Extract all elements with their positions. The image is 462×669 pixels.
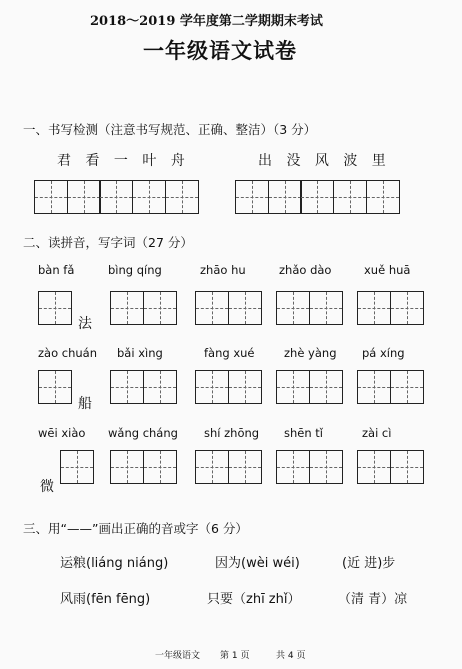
pinyin-2-4: zhè yàng	[284, 346, 337, 360]
grid-2-3[interactable]	[195, 370, 260, 404]
grid-2-4[interactable]	[276, 370, 341, 404]
grid-3-1[interactable]	[60, 450, 93, 484]
pinyin-3-2: wǎng cháng	[108, 426, 178, 440]
pinyin-2-1: zào chuán	[38, 346, 98, 360]
pinyin-3-5: zài cì	[362, 426, 392, 440]
footer-subject: 一年级语文	[155, 651, 201, 661]
pinyin-2-5: pá xíng	[362, 346, 405, 360]
grid-3-2[interactable]	[110, 450, 175, 484]
section-1-grid-right[interactable]	[235, 180, 399, 214]
pinyin-1-3: zhāo hu	[200, 263, 246, 277]
pinyin-1-5: xuě huā	[364, 263, 411, 277]
grid-1-2[interactable]	[110, 291, 175, 325]
pinyin-1-1: bàn fǎ	[38, 263, 75, 277]
pinyin-3-3: shí zhōng	[204, 426, 260, 440]
pinyin-3-4: shēn tǐ	[284, 426, 324, 440]
grid-1-3[interactable]	[195, 291, 260, 325]
grid-3-5[interactable]	[357, 450, 422, 484]
section-2-heading: 二、读拼音，写字词（27 分）	[23, 235, 193, 250]
exam-title: 2018～2019 学年度第二学期期末考试	[90, 14, 323, 29]
grid-2-2[interactable]	[110, 370, 175, 404]
grid-1-5[interactable]	[357, 291, 422, 325]
grid-2-5[interactable]	[357, 370, 422, 404]
footer-page: 第 1 页	[220, 651, 250, 661]
pinyin-1-4: zhǎo dào	[279, 263, 332, 277]
given-char-1: 法	[78, 316, 92, 332]
question-2[interactable]: 因为(wèi wéi)	[215, 556, 300, 571]
section-1-chars-left: 君 看 一 叶 舟	[57, 153, 185, 169]
section-1-grid-left[interactable]	[34, 180, 198, 214]
question-1[interactable]: 运粮(liáng niáng)	[60, 556, 169, 571]
given-char-3: 微	[40, 479, 54, 495]
question-3[interactable]: (近 进)步	[342, 556, 396, 571]
pinyin-1-2: bìng qíng	[108, 263, 162, 277]
grid-1-4[interactable]	[276, 291, 341, 325]
pinyin-2-3: fàng xué	[204, 346, 255, 360]
pinyin-2-2: bǎi xìng	[117, 346, 163, 360]
paper-title: 一年级语文试卷	[143, 38, 297, 63]
footer-total: 共 4 页	[276, 651, 306, 661]
section-1-heading: 一、书写检测（注意书写规范、正确、整洁）（3 分）	[23, 122, 317, 137]
grid-2-1[interactable]	[38, 370, 71, 404]
question-4[interactable]: 风雨(fēn fēng)	[60, 592, 151, 607]
question-6[interactable]: （清 青）凉	[338, 592, 408, 607]
pinyin-3-1: wēi xiào	[38, 426, 86, 440]
given-char-2: 船	[78, 396, 92, 412]
question-5[interactable]: 只要（zhī zhǐ）	[207, 592, 301, 607]
grid-3-4[interactable]	[276, 450, 341, 484]
grid-3-3[interactable]	[195, 450, 260, 484]
section-1-chars-right: 出 没 风 波 里	[258, 153, 386, 169]
grid-1-1[interactable]	[38, 291, 71, 325]
section-3-heading: 三、用“——”画出正确的音或字（6 分）	[23, 521, 248, 536]
